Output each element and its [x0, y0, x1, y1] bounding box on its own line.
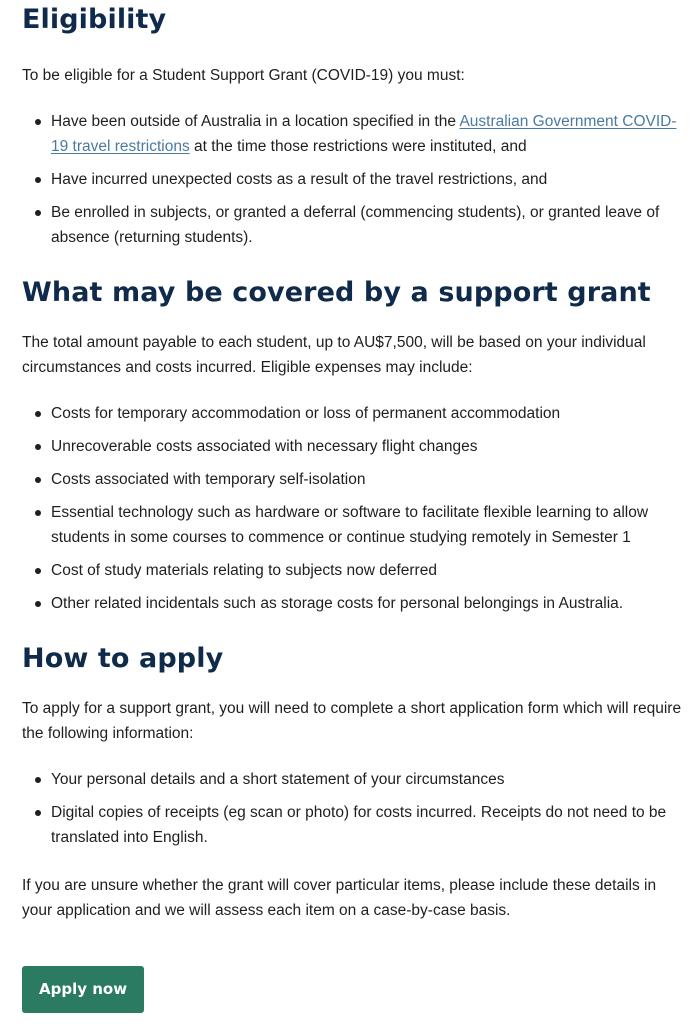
- coverage-section: [22, 275, 684, 616]
- apply-list: [22, 767, 684, 850]
- coverage-intro: The total amount payable to each student, up to AU$7,500, will be based on your individual circumstances and costs incurred. Eligible expenses may include:: [22, 334, 646, 376]
- coverage-list: [22, 401, 684, 616]
- apply-section: [22, 641, 684, 1013]
- list-item: Other related incidentals such as storage costs for personal belongings in Australia.: [22, 591, 684, 616]
- eligibility-list: [22, 109, 684, 250]
- eligibility-item-1-suffix: at the time those restrictions were instituted, and: [189, 138, 527, 155]
- list-item: [22, 109, 684, 159]
- travel-restrictions-link[interactable]: Australian Government COVID-19 travel restrictions: [51, 113, 677, 155]
- list-item: Be enrolled in subjects, or granted a deferral (commencing students), or granted leave of absence (returning students).: [22, 200, 684, 250]
- button-row: [22, 966, 684, 1013]
- list-item: Digital copies of receipts (eg scan or photo) for costs incurred. Receipts do not need to be translated into English.: [22, 800, 684, 850]
- eligibility-section: [22, 2, 684, 250]
- list-item: Costs associated with temporary self-isolation: [22, 467, 684, 492]
- list-item: Your personal details and a short statement of your circumstances: [22, 767, 684, 792]
- list-item: Essential technology such as hardware or software to facilitate flexible learning to allow students in some courses to commence or continue studying remotely in Semester 1: [22, 500, 684, 550]
- coverage-heading: What may be covered by a support grant: [22, 277, 651, 308]
- apply-now-button[interactable]: Apply now: [22, 966, 144, 1013]
- list-item: Have incurred unexpected costs as a result of the travel restrictions, and: [22, 167, 684, 192]
- main-content: [22, 0, 684, 1013]
- eligibility-item-1-text: Have been outside of Australia in a location specified in the: [51, 113, 460, 130]
- list-item: Cost of study materials relating to subjects now deferred: [22, 558, 684, 583]
- apply-note: If you are unsure whether the grant will cover particular items, please include these details in your application and we will assess each item on a case-by-case basis.: [22, 877, 657, 919]
- eligibility-intro: To be eligible for a Student Support Grant (COVID-19) you must:: [22, 67, 465, 84]
- apply-heading: How to apply: [22, 643, 224, 674]
- list-item: Unrecoverable costs associated with necessary flight changes: [22, 434, 684, 459]
- eligibility-heading: Eligibility: [22, 4, 167, 35]
- apply-intro: To apply for a support grant, you will need to complete a short application form which will require the following information:: [22, 700, 682, 742]
- list-item: Costs for temporary accommodation or loss of permanent accommodation: [22, 401, 684, 426]
